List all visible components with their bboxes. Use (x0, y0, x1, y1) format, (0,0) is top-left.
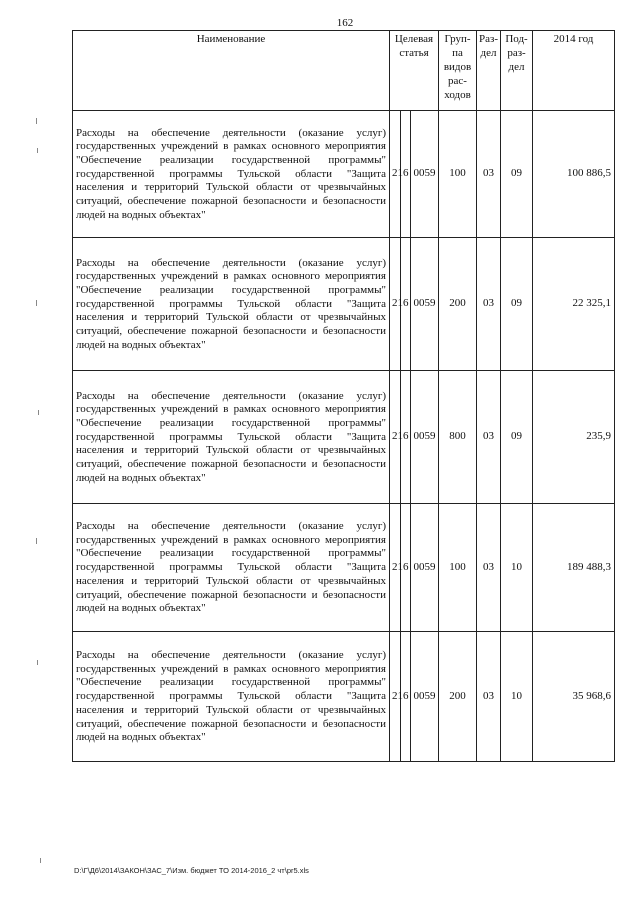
row-target-code-3: 0059 (411, 632, 439, 762)
row-name: Расходы на обеспечение деятельности (оказание услуг) государственных учреждений в рамках основного мероприятия "Обеспечение реализации государственной программы" государственной программы Тульской области "Защита населения и территорий Тульской области от чрезвычайных ситуаций, обеспечение пожарной безопасности и безопасности людей на водных объектах" (73, 371, 390, 504)
row-section: 03 (477, 371, 501, 504)
table-row (73, 111, 615, 238)
header-name: Наименование (73, 31, 390, 111)
row-expense-group: 100 (439, 111, 477, 238)
table-row (73, 238, 615, 371)
row-amount: 189 488,3 (533, 504, 615, 632)
row-target-code-2: 6 (401, 371, 411, 504)
row-subsection: 09 (501, 111, 533, 238)
scan-mark (40, 858, 41, 863)
page-number: 162 (336, 17, 354, 29)
row-target-code-3: 0059 (411, 504, 439, 632)
row-name: Расходы на обеспечение деятельности (оказание услуг) государственных учреждений в рамках основного мероприятия "Обеспечение реализации государственной программы" государственной программы Тульской области "Защита населения и территорий Тульской области от чрезвычайных ситуаций, обеспечение пожарной безопасности и безопасности людей на водных объектах" (73, 111, 390, 238)
scan-mark (36, 300, 37, 306)
row-expense-group: 800 (439, 371, 477, 504)
row-name: Расходы на обеспечение деятельности (оказание услуг) государственных учреждений в рамках основного мероприятия "Обеспечение реализации государственной программы" государственной программы Тульской области "Защита населения и территорий Тульской области от чрезвычайных ситуаций, обеспечение пожарной безопасности и безопасности людей на водных объектах" (73, 238, 390, 371)
table-row (73, 371, 615, 504)
row-subsection: 09 (501, 238, 533, 371)
table-row (73, 632, 615, 762)
row-target-code-3: 0059 (411, 238, 439, 371)
scan-mark (37, 148, 38, 153)
scan-mark (37, 660, 38, 665)
budget-table (72, 30, 615, 762)
row-target-code-2: 6 (401, 238, 411, 371)
row-section: 03 (477, 238, 501, 371)
row-section: 03 (477, 632, 501, 762)
row-amount: 100 886,5 (533, 111, 615, 238)
row-amount: 35 968,6 (533, 632, 615, 762)
row-section: 03 (477, 111, 501, 238)
scan-mark (36, 538, 37, 544)
row-name: Расходы на обеспечение деятельности (оказание услуг) государственных учреждений в рамках основного мероприятия "Обеспечение реализации государственной программы" государственной программы Тульской области "Защита населения и территорий Тульской области от чрезвычайных ситуаций, обеспечение пожарной безопасности и безопасности людей на водных объектах" (73, 632, 390, 762)
row-target-code-2: 6 (401, 632, 411, 762)
row-target-code-1: 21 (390, 371, 401, 504)
scan-mark (38, 410, 39, 415)
file-path-footer: D:\Г\Д6\2014\ЗАКОН\ЗАС_7\Изм. бюджет ТО 2014-2016_2 чт\pr5.xls (74, 866, 309, 875)
row-section: 03 (477, 504, 501, 632)
row-subsection: 10 (501, 632, 533, 762)
header-row (73, 31, 615, 111)
header-year: 2014 год (533, 31, 615, 111)
scan-mark (36, 118, 37, 124)
row-subsection: 10 (501, 504, 533, 632)
row-expense-group: 100 (439, 504, 477, 632)
row-amount: 235,9 (533, 371, 615, 504)
row-target-code-1: 21 (390, 238, 401, 371)
header-expense-group: Груп-па видов рас-ходов (439, 31, 477, 111)
row-target-code-2: 6 (401, 504, 411, 632)
table-row (73, 504, 615, 632)
header-subsection: Под-раз-дел (501, 31, 533, 111)
row-amount: 22 325,1 (533, 238, 615, 371)
row-subsection: 09 (501, 371, 533, 504)
header-section: Раз-дел (477, 31, 501, 111)
row-expense-group: 200 (439, 238, 477, 371)
row-target-code-3: 0059 (411, 371, 439, 504)
row-target-code-1: 21 (390, 632, 401, 762)
row-target-code-1: 21 (390, 111, 401, 238)
row-name: Расходы на обеспечение деятельности (оказание услуг) государственных учреждений в рамках основного мероприятия "Обеспечение реализации государственной программы" государственной программы Тульской области "Защита населения и территорий Тульской области от чрезвычайных ситуаций, обеспечение пожарной безопасности и безопасности людей на водных объектах" (73, 504, 390, 632)
header-target-article: Целевая статья (390, 31, 439, 111)
row-expense-group: 200 (439, 632, 477, 762)
row-target-code-3: 0059 (411, 111, 439, 238)
row-target-code-1: 21 (390, 504, 401, 632)
row-target-code-2: 6 (401, 111, 411, 238)
